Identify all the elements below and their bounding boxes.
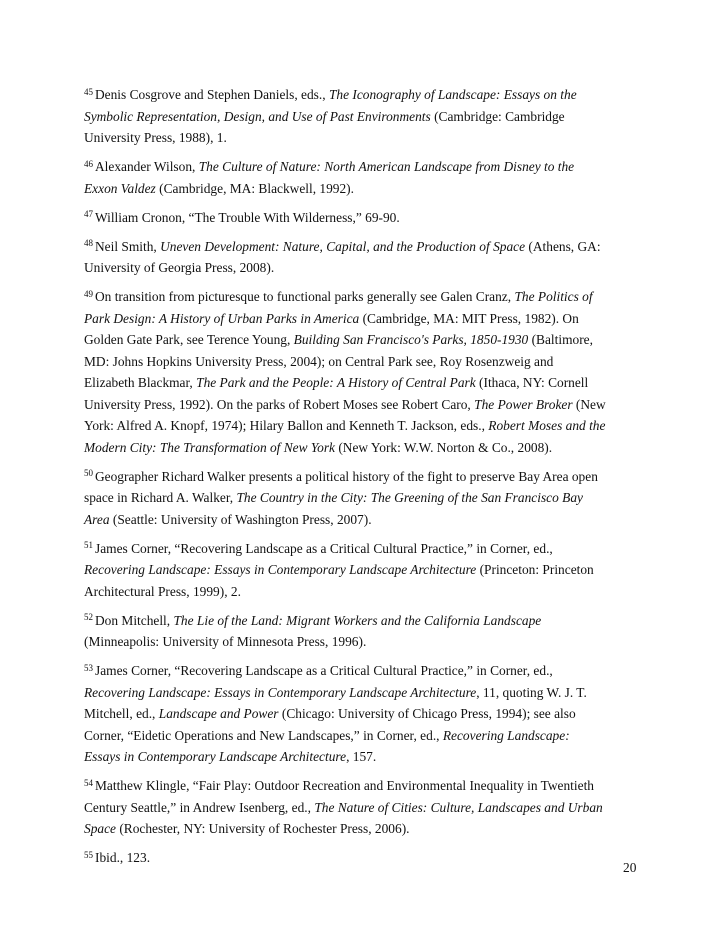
footnote-50 [84,466,650,531]
footnote-line [84,631,650,653]
footnote-52 [84,610,650,653]
footnote-text: James Corner, “Recovering Landscape as a Critical Cultural Practice,” in Corner, ed., [95,663,553,678]
footnote-number: 54 [84,777,93,788]
footnote-line [84,746,650,768]
footnote-line [84,156,650,178]
footnote-text: Don Mitchell, [95,612,174,628]
footnote-text: space in Richard A. Walker, [84,490,237,505]
footnote-text: York: Alfred A. Knopf, 1974); Hilary Ballon and Kenneth T. Jackson, eds., [84,418,489,433]
footnote-number: 49 [84,288,93,299]
footnote-title-italic: The Lie of the Land: Migrant Workers and the California Landscape [173,612,542,628]
footnote-line [84,538,650,560]
footnote-text: Corner, “Eidetic Operations and New Landscapes,” in Corner, ed., [84,727,443,743]
footnote-text: Mitchell, ed., [84,706,159,721]
footnote-line [84,847,650,869]
footnote-53 [84,660,650,768]
footnote-line [84,660,650,682]
footnote-title-italic: Park Design: A History of Urban Parks in America [84,310,360,326]
footnote-text: James Corner, “Recovering Landscape as a Critical Cultural Practice,” in Corner, ed., [95,540,553,556]
footnote-text: University Press, 1992). On the parks of Robert Moses see Robert Caro, [84,396,475,412]
footnote-line [84,775,650,797]
footnote-text: , 157. [346,749,377,764]
footnote-line [84,257,650,279]
footnote-title-italic: The Culture of Nature: North American Landscape from Disney to the [198,159,575,174]
footnote-text: (Cambridge: Cambridge [430,108,565,124]
footnote-47 [84,207,650,229]
footnote-text: (Chicago: University of Chicago Press, 1994); see also [278,706,576,721]
footnote-title-italic: The Iconography of Landscape: Essays on the [328,87,577,102]
footnote-title-italic: Building San Francisco's Parks, 1850-1930 [293,332,529,347]
footnote-text: (Rochester, NY: University of Rochester Press, 2006). [115,821,410,836]
footnote-text: Golden Gate Park, see Terence Young, [84,332,294,347]
footnote-line [84,818,650,840]
footnote-title-italic: Recovering Landscape: [442,727,570,743]
footnote-text: MD: Johns Hopkins University Press, 2004); on Central Park see, Roy Rosenzweig and [84,353,554,369]
footnote-line [84,308,650,330]
footnote-line [84,351,650,373]
footnote-line [84,178,650,200]
footnote-title-italic: Recovering Landscape: Essays in Contemporary Landscape Architecture [84,684,477,700]
footnote-line [84,286,650,308]
footnote-title-italic: Area [84,511,110,527]
footnote-line [84,581,650,603]
footnote-text: , 11, quoting W. J. T. [476,684,587,700]
footnote-54 [84,775,650,840]
footnote-number: 52 [84,612,93,623]
footnote-text: (Athens, GA: [525,238,601,254]
footnote-text: Matthew Klingle, “Fair Play: Outdoor Recreation and Environmental Inequality in Twentieth [95,778,594,793]
footnote-number: 46 [84,158,93,169]
footnote-number: 45 [84,86,93,97]
footnote-number: 51 [84,540,93,551]
footnote-title-italic: The Park and the People: A History of Central Park [196,375,476,390]
footnote-text: University Press, 1988), 1. [84,130,227,145]
footnote-line [84,682,650,704]
footnote-line [84,127,650,149]
footnote-line [84,394,650,416]
footnote-text: (Baltimore, [528,332,593,347]
footnote-text: Neil Smith, [95,238,161,254]
footnote-line [84,559,650,581]
footnote-text: Century Seattle,” in Andrew Isenberg, ed., [84,799,315,815]
footnote-title-italic: Essays in Contemporary Landscape Architecture [84,749,347,764]
footnote-line [84,84,650,106]
footnote-title-italic: The Politics of [514,289,593,304]
footnote-line [84,329,650,351]
footnote-55 [84,847,650,869]
footnote-number: 48 [84,238,93,249]
footnote-text: (New York: W.W. Norton & Co., 2008). [334,439,553,455]
footnote-48 [84,236,650,279]
footnote-text: (Princeton: Princeton [476,562,594,577]
footnote-title-italic: Recovering Landscape: Essays in Contemporary Landscape Architecture [84,562,477,577]
footnotes-list [84,84,650,869]
footnote-title-italic: The Country in the City: The Greening of the San Francisco Bay [236,490,583,505]
footnote-title-italic: The Nature of Cities: Culture, Landscapes and Urban [314,799,603,815]
footnote-title-italic: Symbolic Representation, Design, and Use of Past Environments [84,108,431,124]
footnote-number: 55 [84,849,93,860]
footnote-line [84,415,650,437]
footnote-line [84,610,650,632]
footnote-text: Alexander Wilson, [95,159,199,174]
footnote-text: Denis Cosgrove and Stephen Daniels, eds., [95,87,329,102]
footnote-45 [84,84,650,149]
footnote-line [84,236,650,258]
footnote-text: Geographer Richard Walker presents a political history of the fight to preserve Bay Area open [95,468,598,484]
footnote-title-italic: Robert Moses and the [488,418,606,433]
footnote-line [84,509,650,531]
footnote-title-italic: Uneven Development: Nature, Capital, and the Production of Space [160,238,526,254]
footnote-text: (Cambridge, MA: Blackwell, 1992). [155,180,354,196]
footnote-number: 53 [84,662,93,673]
footnote-text: (Seattle: University of Washington Press, 2007). [109,511,372,527]
footnote-text: Ibid., 123. [95,850,151,865]
footnote-text: University of Georgia Press, 2008). [84,260,275,275]
footnote-text: (Minneapolis: University of Minnesota Press, 1996). [84,634,367,649]
footnote-line [84,437,650,459]
footnote-title-italic: The Power Broker [474,396,573,412]
footnote-text: Elizabeth Blackmar, [84,375,197,390]
footnote-text: (Cambridge, MA: MIT Press, 1982). On [359,310,579,326]
footnote-line [84,797,650,819]
footnote-line [84,487,650,509]
footnote-line [84,466,650,488]
footnote-number: 47 [84,209,93,220]
footnote-title-italic: Exxon Valdez [84,180,156,196]
footnote-line [84,106,650,128]
footnote-line [84,725,650,747]
footnote-text: (Ithaca, NY: Cornell [475,375,589,390]
footnote-text: On transition from picturesque to functional parks generally see Galen Cranz, [95,289,515,304]
footnote-text: William Cronon, “The Trouble With Wilderness,” 69-90. [95,209,400,225]
footnotes-page [84,84,650,876]
footnote-number: 50 [84,468,93,479]
footnote-title-italic: Landscape and Power [158,706,279,721]
footnote-title-italic: Modern City: The Transformation of New York [84,439,335,455]
footnote-46 [84,156,650,199]
footnote-line [84,372,650,394]
footnote-text: (New [572,396,606,412]
footnote-49 [84,286,650,458]
page-number: 20 [623,860,637,875]
footnote-line [84,207,650,229]
footnote-text: Architectural Press, 1999), 2. [84,583,241,599]
footnote-title-italic: Space [84,821,116,836]
footnote-line [84,703,650,725]
footnote-51 [84,538,650,603]
